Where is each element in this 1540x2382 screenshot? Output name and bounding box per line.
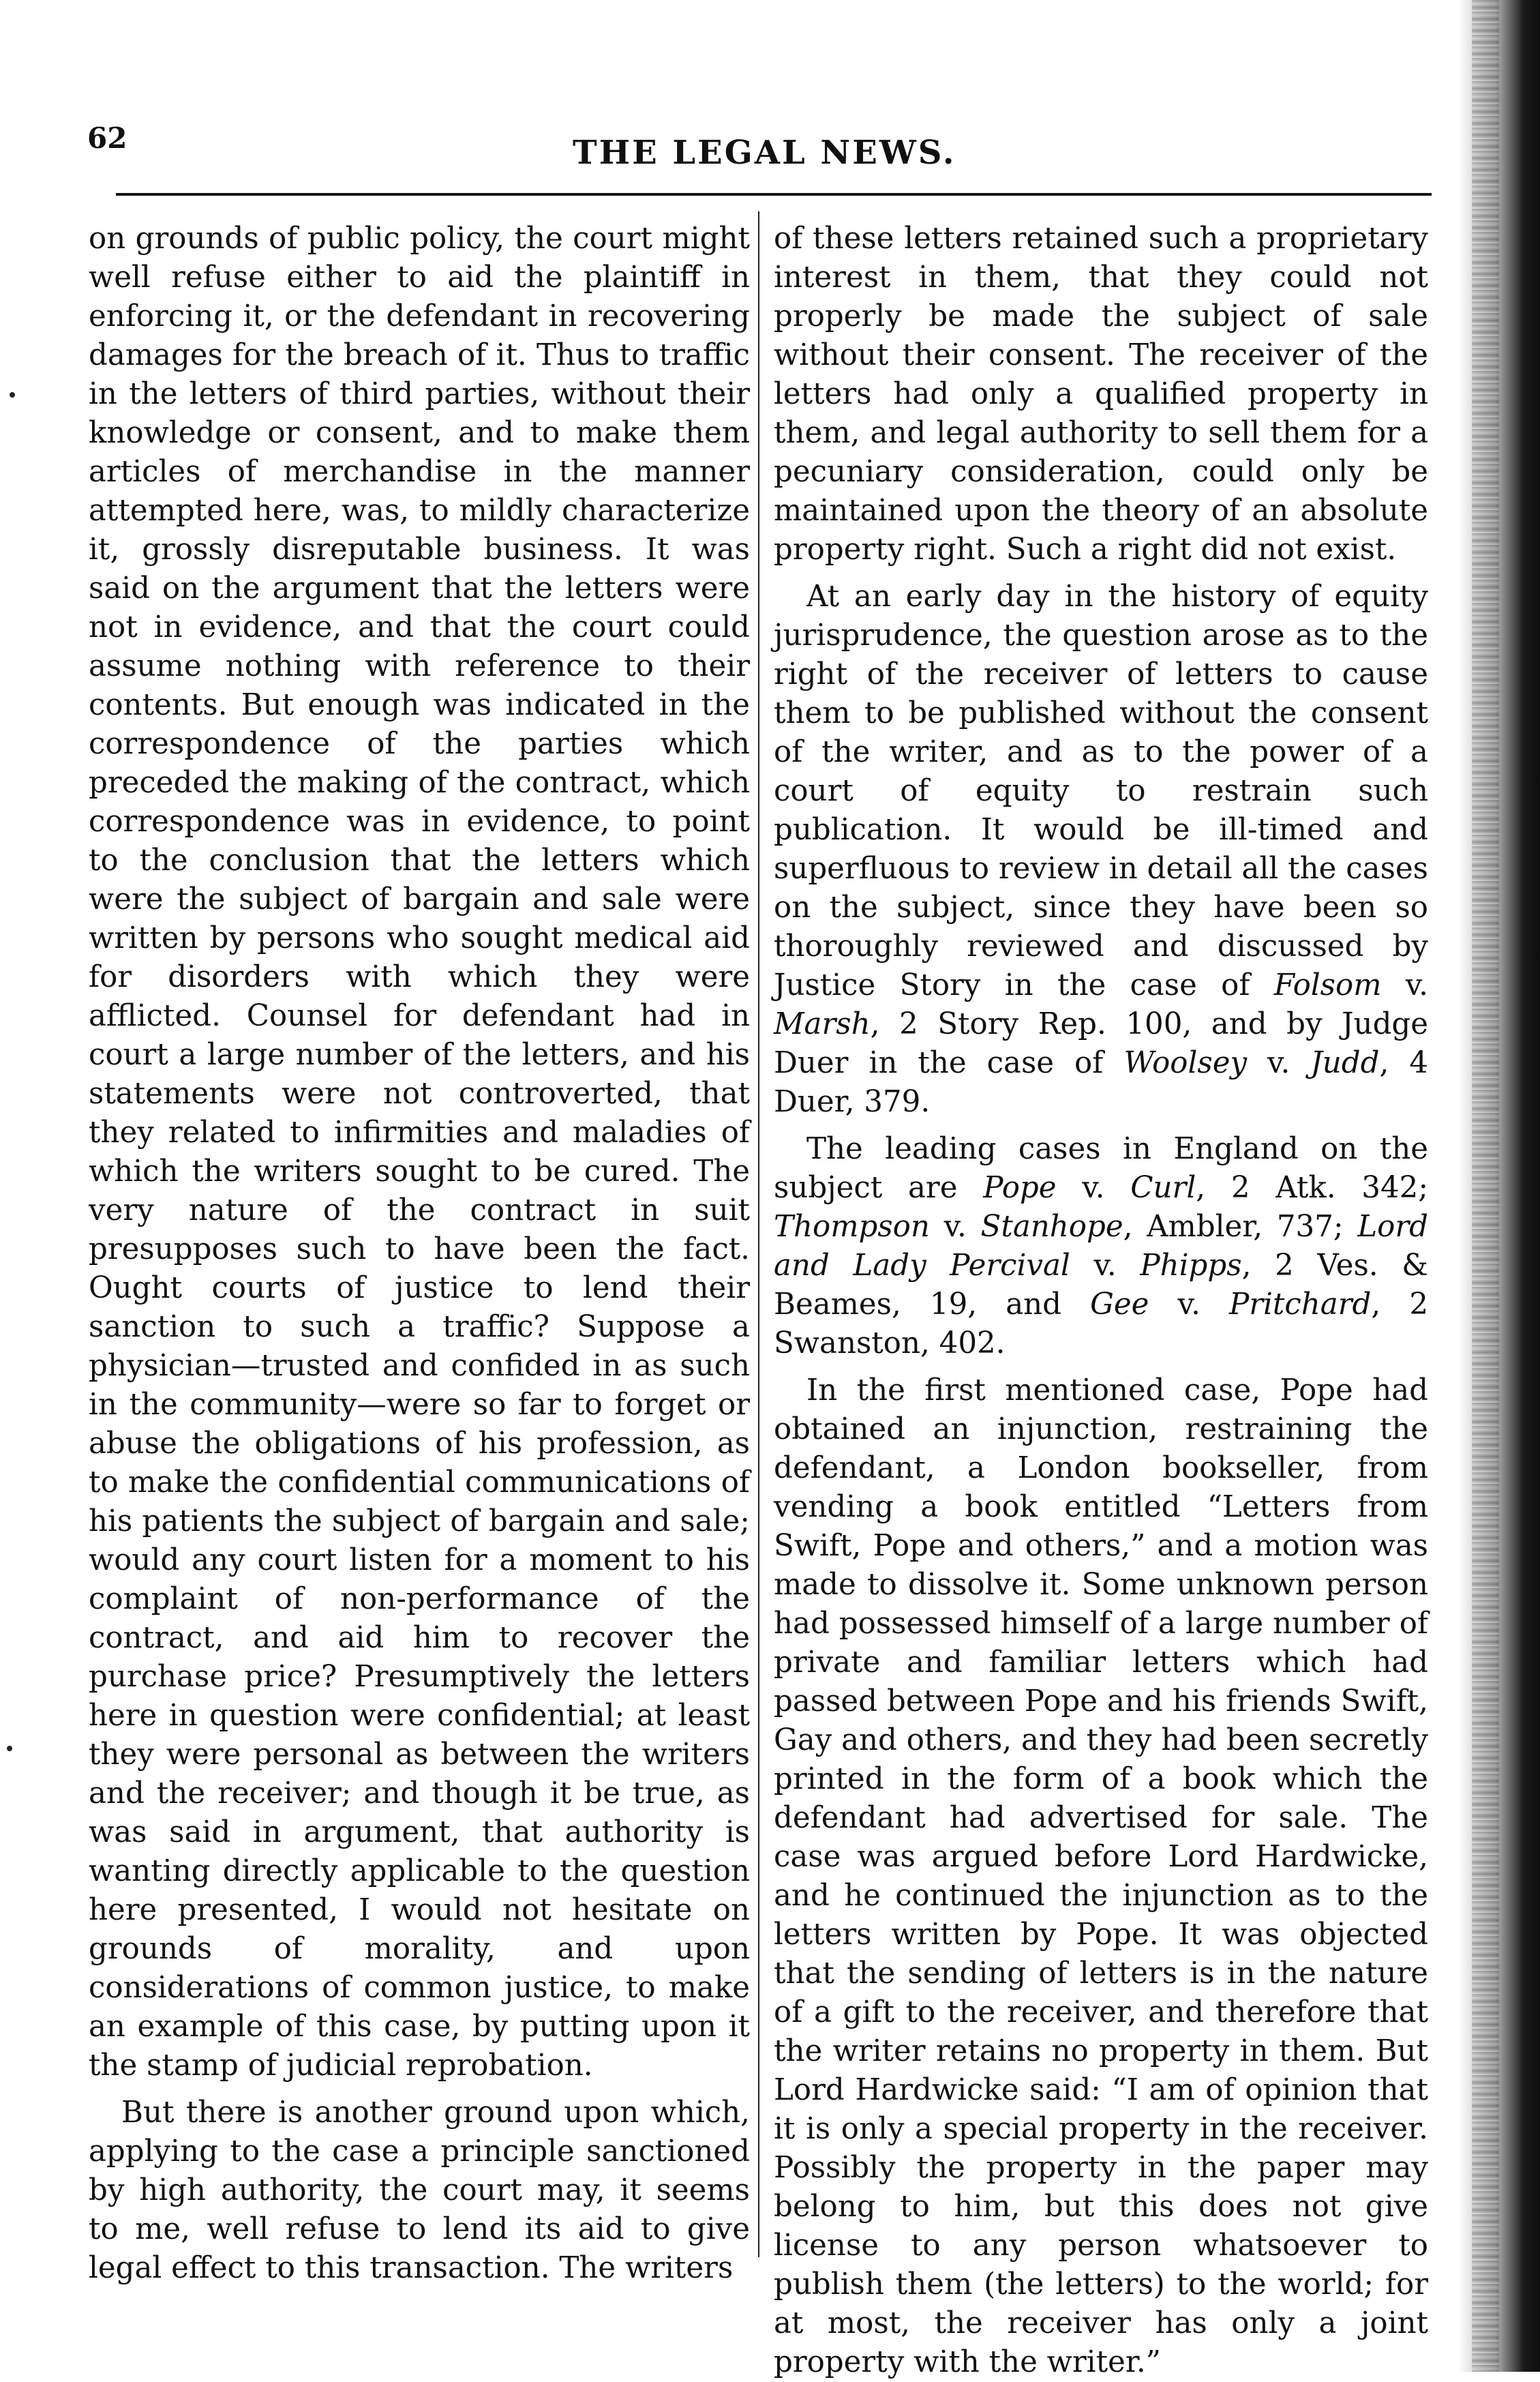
citation-text: , 2 Atk. 342; [1196,1171,1428,1205]
case-name: Pope [983,1171,1057,1205]
citation-text: , 2 Ves. & Beames, 19, and [774,1249,1428,1322]
case-name: Judd [1310,1046,1380,1080]
citation-text: , Ambler, 737; [1123,1210,1358,1244]
right-column [774,220,1428,2382]
case-v: v. [1381,968,1428,1002]
margin-mark [10,392,15,398]
header-rule [116,193,1432,196]
case-name: Marsh [774,1007,871,1041]
case-name: Lord and Lady Percival [774,1210,1428,1283]
case-name: Folsom [1273,968,1382,1002]
case-v: v. [1149,1287,1229,1322]
left-paragraph-1: on grounds of public policy, the court might well refuse either to aid the plaintiff in enforcing it, or the defendant in recovering damages for the breach of it. Thus to traffic in the letters of third parties, without their knowledge or consent, and to make them articles of merchandise in the manner attempted here, was, to mildly characterize it, grossly disreputable business. It was said on the argument that the letters were not in evidence, and that the court could assume nothing with reference to their contents. But enough was indicated in the correspondence of the parties which preceded the making of the contract, which correspondence was in evidence, to point to the conclusion that the letters which were the subject of bargain and sale were written by persons who sought medical aid for disorders with which they were afflicted. Counsel for defendant had in court a large number of the letters, and his statements were not controverted, that they related to infirmities and maladies of which the writers sought to be cured. The very nature of the contract in suit presupposes such to have been the fact. Ought courts of justice to lend their sanction to such a traffic? Suppose a physician—trusted and confided in as such in the community—were so far to forget or abuse the obligations of his profession, as to make the confidential communications of his patients the subject of bargain and sale; would any court listen for a moment to his complaint of non-performance of the contract, and aid him to recover the purchase price? Presumptively the letters here in question were confidential; at least they were personal as between the writers and the receiver; and though it be true, as was said in argument, that authority is wanting directly applicable to the question here presented, I would not hesitate on grounds of morality, and upon considerations of common justice, to make an example of this case, by putting upon it the stamp of judicial reprobation. [89,222,750,2083]
page-edge-shadow [1458,0,1540,2372]
case-v: v. [929,1210,981,1244]
case-name: Stanhope [980,1210,1123,1244]
case-v: v. [1247,1046,1311,1080]
case-name: Thompson [774,1210,930,1244]
case-name: Phipps [1140,1249,1242,1283]
right-paragraph-2 [774,578,1428,1122]
page-number: 62 [87,121,127,155]
left-paragraph-2: But there is another ground upon which, applying to the case a principle sanctioned by high authority, the court may, it seems to me, well refuse to lend its aid to give legal effect to this transaction. The writers [89,2096,750,2285]
case-name: Curl [1130,1171,1196,1205]
right-paragraph-1: of these letters retained such a proprietary interest in them, that they could not properly be made the subject of sale without their consent. The receiver of the letters had only a qualified property in them, and legal authority to sell them for a pecuniary consideration, could only be maintained upon the theory of an absolute property right. Such a right did not exist. [774,222,1428,567]
running-head-title: THE LEGAL NEWS. [573,134,956,172]
margin-mark [7,1746,12,1751]
case-name: Pritchard [1228,1287,1372,1322]
paragraph-text: The leading cases in England on the subject are [774,1132,1428,1205]
right-paragraph-4: In the first mentioned case, Pope had obtained an injunction, restraining the defendant, a London bookseller, from vending a book entitled “Letters from Swift, Pope and others,” and a motion was made to dissolve it. Some unknown person had possessed himself of a large number of private and familiar letters which had passed between Pope and his friends Swift, Gay and others, and they had been secretly printed in the form of a book which the defendant had advertised for sale. The case was argued before Lord Hardwicke, and he continued the injunction as to the letters written by Pope. It was objected that the sending of letters is in the nature of a gift to the receiver, and therefore that the writer retains no property in them. But Lord Hardwicke said: “I am of opinion that it is only a special property in the receiver. Possibly the property in the paper may belong to him, but this does not give license to any person whatsoever to publish them (the letters) to the world; for at most, the receiver has only a joint property with the writer.” [774,1373,1428,2379]
citation-text: , 2 Story Rep. 100, and by Judge Duer in the case of [774,1007,1428,1080]
case-v: v. [1056,1171,1131,1205]
right-paragraph-3 [774,1130,1428,1363]
column-divider [758,211,759,2257]
page-edge-grain [1472,0,1499,2372]
case-name: Gee [1090,1287,1149,1322]
case-v: v. [1070,1249,1141,1283]
case-name: Woolsey [1123,1046,1248,1080]
citation-text: , 2 Swanston, 402. [774,1287,1428,1360]
citation-text: , 4 Duer, 379. [774,1046,1428,1119]
paragraph-text: At an early day in the history of equity jurisprudence, the question arose as to the right of the receiver of letters to cause them to be published without the consent of the writer, and as to the power of a court of equity to restrain such publication. It would be ill-timed and superfluous to review in detail all the cases on the subject, since they have been so thoroughly reviewed and discussed by Justice Story in the case of [774,580,1428,1002]
left-column [89,220,750,2288]
